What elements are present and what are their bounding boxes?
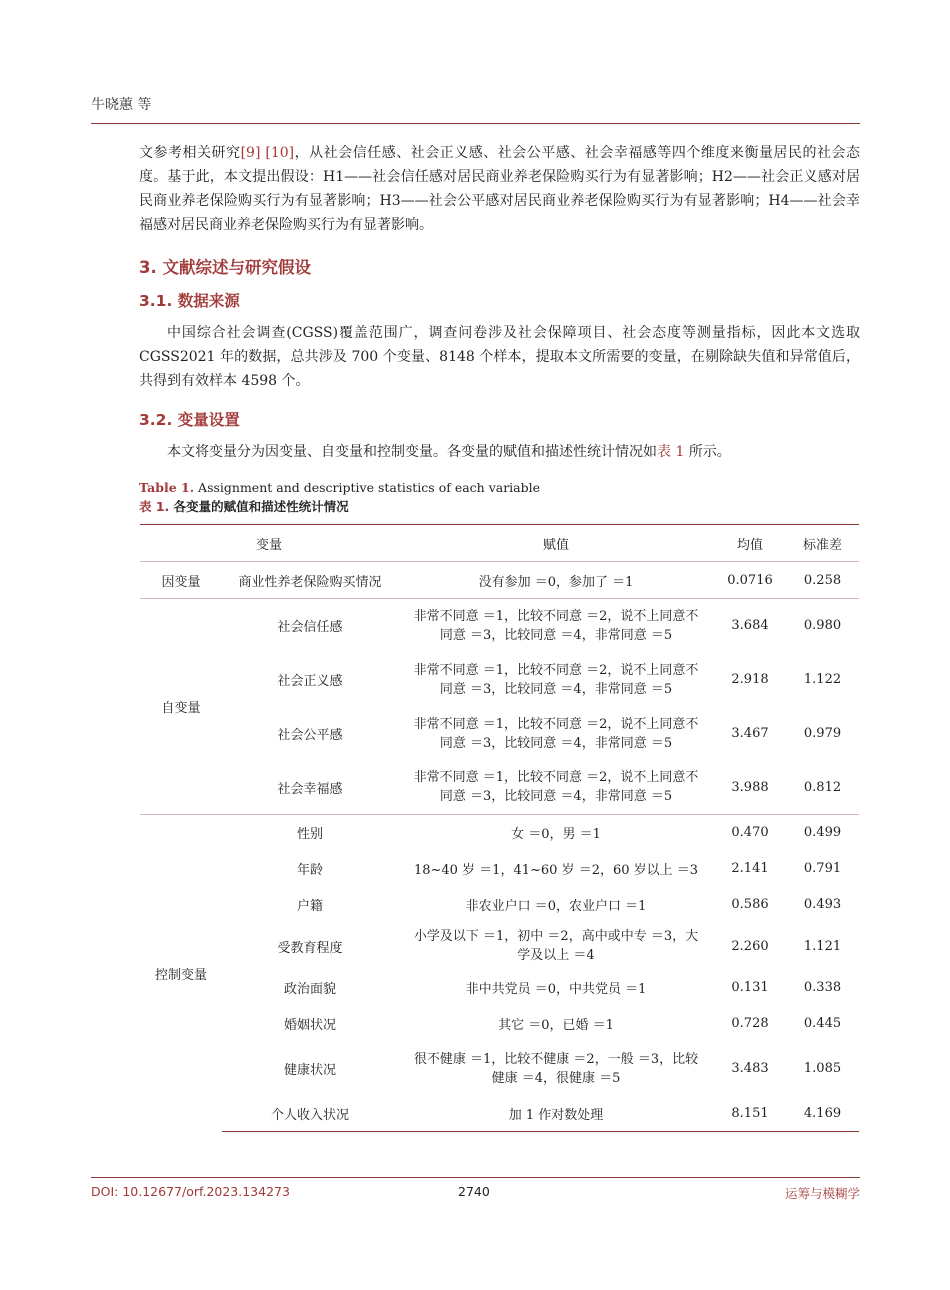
table-row: [140, 761, 859, 815]
variable-name: 性别: [222, 815, 398, 851]
variable-name: 个人收入状况: [222, 1096, 398, 1132]
group-label-control: 控制变量: [140, 815, 222, 1132]
table-row: [140, 815, 859, 851]
variable-mean: 8.151: [714, 1096, 786, 1132]
variable-name: 社会正义感: [277, 674, 343, 689]
variable-name: 社会信任感: [222, 599, 398, 653]
section-heading-3-2: 3.2. 变量设置: [139, 411, 240, 429]
intro-text-start: 文参考相关研究: [139, 145, 241, 161]
footer-journal-name: 运筹与模糊学: [784, 1186, 860, 1201]
variable-name: 健康状况: [283, 1063, 336, 1078]
variable-assignment: [398, 707, 714, 761]
footer-doi-link[interactable]: DOI: 10.12677/orf.2023.134273: [91, 1184, 290, 1199]
variable-sd: 0.791: [803, 861, 842, 876]
table-row: [140, 1006, 859, 1042]
assignment-line-2: 同意 ＝3，比较同意 ＝4，非常同意 ＝5: [439, 789, 673, 805]
table-caption-zh: [139, 497, 349, 515]
table-caption-en: [139, 480, 540, 495]
variable-sd: 0.499: [786, 815, 859, 851]
assignment-line-2: 同意 ＝3，比较同意 ＝4，非常同意 ＝5: [439, 627, 673, 643]
data-source-paragraph: 中国综合社会调查(CGSS)覆盖范围广，调查问卷涉及社会保障项目、社会态度等测量指标，因此本文选取 CGSS2021 年的数据，总共涉及 700 个变量、8148 个样本，提取本文所需要的变量，在剔除缺失值和异常值后，共得到有效样本 4598 个。: [139, 325, 860, 389]
variable-sd: 1.085: [803, 1061, 842, 1076]
variable-mean: 2.141: [731, 861, 769, 876]
header-assignment: 赋值: [398, 525, 714, 562]
table-row: [140, 707, 859, 761]
variable-name: 政治面貌: [283, 982, 336, 997]
variable-mean: 2.918: [731, 672, 769, 687]
variable-mean: 0.131: [731, 980, 769, 995]
variable-name: 婚姻状况: [283, 1018, 336, 1033]
assignment-line-1: 非常不同意 ＝1，比较不同意 ＝2，说不上同意不: [413, 608, 699, 624]
variable-assignment: 18~40 岁 ＝1，41~60 岁 ＝2，60 岁以上 ＝3: [413, 863, 699, 878]
variable-sd: 0.258: [786, 562, 859, 599]
intro-paragraph: [139, 141, 860, 237]
table-caption-en-text: Assignment and descriptive statistics of each variable: [194, 480, 541, 495]
table-caption-zh-text: 各变量的赋值和描述性统计情况: [169, 499, 349, 514]
group-label-dependent: 因变量: [140, 562, 222, 599]
variable-mean: 0.586: [731, 897, 769, 912]
variable-sd: 0.493: [803, 897, 842, 912]
variable-assignment: [398, 599, 714, 653]
variable-sd: 0.338: [803, 980, 842, 995]
variable-sd: 1.121: [803, 938, 842, 954]
variable-assignment: 非农业户口 ＝0，农业户口 ＝1: [465, 899, 647, 914]
variable-assignment: [398, 653, 714, 707]
variable-mean: 0.0716: [714, 562, 786, 599]
assignment-line-2: 同意 ＝3，比较同意 ＝4，非常同意 ＝5: [439, 681, 673, 697]
variable-name: 商业性养老保险购买情况: [222, 562, 398, 599]
variable-assignment: 其它 ＝0，已婚 ＝1: [498, 1018, 614, 1033]
variable-sd: 1.122: [803, 672, 842, 687]
header-mean: 均值: [714, 525, 786, 562]
variable-assignment: 没有参加 ＝0，参加了 ＝1: [398, 562, 714, 599]
variable-sd: 0.979: [803, 726, 842, 741]
variable-mean: 3.483: [731, 1061, 769, 1076]
header-divider: [91, 123, 860, 124]
footer-divider: [91, 1177, 860, 1178]
table-row: [140, 887, 859, 923]
table-1-link[interactable]: 表 1: [657, 444, 685, 460]
variable-name: 年龄: [296, 863, 323, 878]
variable-text-end: 所示。: [684, 444, 731, 460]
table-caption-zh-label: 表 1.: [139, 499, 170, 514]
section-heading-3-1: 3.1. 数据来源: [139, 292, 240, 310]
variable-sd: 4.169: [786, 1096, 859, 1132]
table-caption-en-label: Table 1.: [139, 480, 195, 495]
variable-assignment: [398, 1042, 714, 1096]
assignment-line-2: 健康 ＝4，很健康 ＝5: [491, 1070, 621, 1086]
table-header-row: [140, 525, 859, 562]
citation-link-10[interactable]: [10]: [265, 145, 295, 161]
variable-name: 户籍: [296, 899, 323, 914]
table-row: [140, 562, 859, 599]
table-row: [140, 599, 859, 653]
running-header-author: 牛晓蕙 等: [91, 97, 152, 113]
assignment-line-1: 非常不同意 ＝1，比较不同意 ＝2，说不上同意不: [413, 770, 699, 786]
variable-name: 受教育程度: [277, 940, 343, 956]
variable-assignment: 女 ＝0，男 ＝1: [398, 815, 714, 851]
footer-page-number: 2740: [458, 1184, 490, 1199]
assignment-line-2: 同意 ＝3，比较同意 ＝4，非常同意 ＝5: [439, 735, 673, 751]
variable-sd: 0.980: [786, 599, 859, 653]
table-row: [140, 851, 859, 887]
variable-mean: 3.684: [714, 599, 786, 653]
variable-text-start: 本文将变量分为因变量、自变量和控制变量。各变量的赋值和描述性统计情况如: [167, 444, 657, 460]
assignment-line-1: 小学及以下 ＝1，初中 ＝2，高中或中专 ＝3，大: [413, 929, 699, 944]
variable-assignment: [398, 923, 714, 970]
intro-text-rest: ，从社会信任感、社会正义感、社会公平感、社会幸福感等四个维度来衡量居民的社会态度。基于此，本文提出假设：H1——社会信任感对居民商业养老保险购买行为有显著影响；H2——社会正义感对居民商业养老保险购买行为有显著影响；H3——社会公平感对居民商业养老保险购买行为有显著影响；H4——社会幸福感对居民商业养老保险购买行为有显著影响。: [139, 145, 861, 233]
variable-mean: 0.728: [731, 1016, 769, 1031]
table-row: [140, 970, 859, 1006]
assignment-line-2: 学及以上 ＝4: [517, 948, 595, 963]
statistics-table: [140, 524, 859, 1132]
citation-link-9[interactable]: [9]: [240, 145, 261, 161]
table-row: [140, 1042, 859, 1096]
variable-sd: 0.445: [803, 1016, 842, 1031]
variable-mean: 3.988: [731, 779, 769, 795]
variable-name: 社会幸福感: [277, 781, 343, 797]
table-row: [140, 653, 859, 707]
table-row: [140, 923, 859, 970]
variable-assignment: [398, 761, 714, 815]
assignment-line-1: 很不健康 ＝1，比较不健康 ＝2，一般 ＝3，比较: [413, 1051, 699, 1067]
header-variable: 变量: [140, 525, 398, 562]
variable-name: 社会公平感: [277, 728, 343, 743]
assignment-line-1: 非常不同意 ＝1，比较不同意 ＝2，说不上同意不: [413, 716, 699, 732]
variable-mean: 3.467: [731, 726, 769, 741]
variable-mean: 2.260: [731, 938, 769, 954]
section-heading-3: 3. 文献综述与研究假设: [139, 258, 311, 277]
variable-assignment: 非中共党员 ＝0，中共党员 ＝1: [465, 982, 647, 997]
group-label-independent: 自变量: [140, 599, 222, 815]
variable-assignment: 加 1 作对数处理: [398, 1096, 714, 1132]
variable-sd: 0.812: [803, 779, 842, 795]
header-sd: 标准差: [786, 525, 859, 562]
table-row: [140, 1096, 859, 1132]
variable-mean: 0.470: [714, 815, 786, 851]
assignment-line-1: 非常不同意 ＝1，比较不同意 ＝2，说不上同意不: [413, 662, 699, 678]
variable-setting-paragraph: [139, 440, 860, 464]
